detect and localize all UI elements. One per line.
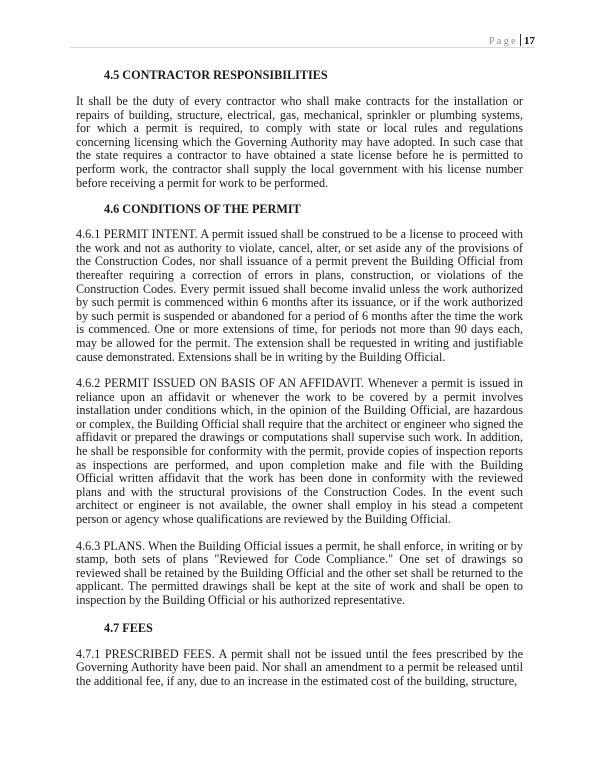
paragraph-4-6-1: 4.6.1 PERMIT INTENT. A permit issued shall be construed to be a license to proceed with the work and not as authority to violate, cancel, alter, or set aside any of the provisions of the Construction Codes, nor shall issuance of a permit prevent the Building Official from thereafter requiring a correction of errors in plans, construction, or violations of the Construction Codes. Every permit issued shall become invalid unless the work authorized by such permit is commenced within 6 months after its issuance, or if the work authorized by such permit is suspended or abandoned for a period of 6 months after the time the work is commenced. One or more extensions of time, for periods not more than 90 days each, may be allowed for the permit. The extension shall be requested in writing and justifiable cause demonstrated. Extensions shall be in writing by the Building Official.	[76, 227, 523, 364]
paragraph-4-7-1: 4.7.1 PRESCRIBED FEES. A permit shall not be issued until the fees prescribed by the Governing Authority have been paid. Nor shall an amendment to a permit be released until the additional fee, if any, due to an increase in the estimated cost of the building, structure,	[76, 646, 523, 688]
page-label: Page	[488, 36, 518, 47]
document-body	[76, 67, 523, 688]
section-heading-4-7: 4.7 FEES	[104, 620, 153, 635]
section-heading-4-5: 4.5 CONTRACTOR RESPONSIBILITIES	[104, 68, 328, 82]
section-heading-4-6: 4.6 CONDITIONS OF THE PERMIT	[104, 202, 301, 217]
paragraph-4-6-3: 4.6.3 PLANS. When the Building Official issues a permit, he shall enforce, in writing or by stamp, both sets of plans "Reviewed for Code Compliance." One set of drawings so reviewed shall be retained by the Building Official and the other set shall be returned to the applicant. The permitted drawings shall be kept at the site of work and shall be open to inspection by the Building Official or his authorized representative.	[76, 538, 523, 607]
paragraph-4-6-2: 4.6.2 PERMIT ISSUED ON BASIS OF AN AFFIDAVIT. Whenever a permit is issued in reliance upon an affidavit or whenever the work to be covered by a permit involves installation under conditions which, in the opinion of the Building Official, are hazardous or complex, the Building Official shall require that the architect or engineer who signed the affidavit or prepared the drawings or computations shall supervise such work. In addition, he shall be responsible for conformity with the permit, provide copies of inspection reports as inspections are performed, and upon completion make and file with the Building Official written affidavit that the work has been done in conformity with the reviewed plans and with the structural provisions of the Construction Codes. In the event such architect or engineer is not available, the owner shall employ in his stead a competent person or agency whose qualifications are reviewed by the Building Official.	[76, 376, 523, 527]
paragraph-4-5: It shall be the duty of every contractor who shall make contracts for the installation or repairs of building, structure, electrical, gas, mechanical, sprinkler or plumbing systems, for which a permit is required, to comply with state or local rules and regulations concerning licensing which the Governing Authority may have adopted. In such case that the state requires a contractor to have obtained a state license before he is permitted to perform work, the contractor shall supply the local government with his license number before receiving a permit for work to be performed.	[76, 94, 523, 190]
page-header	[70, 31, 535, 48]
page-separator	[520, 34, 521, 46]
page-number: 17	[524, 35, 535, 47]
